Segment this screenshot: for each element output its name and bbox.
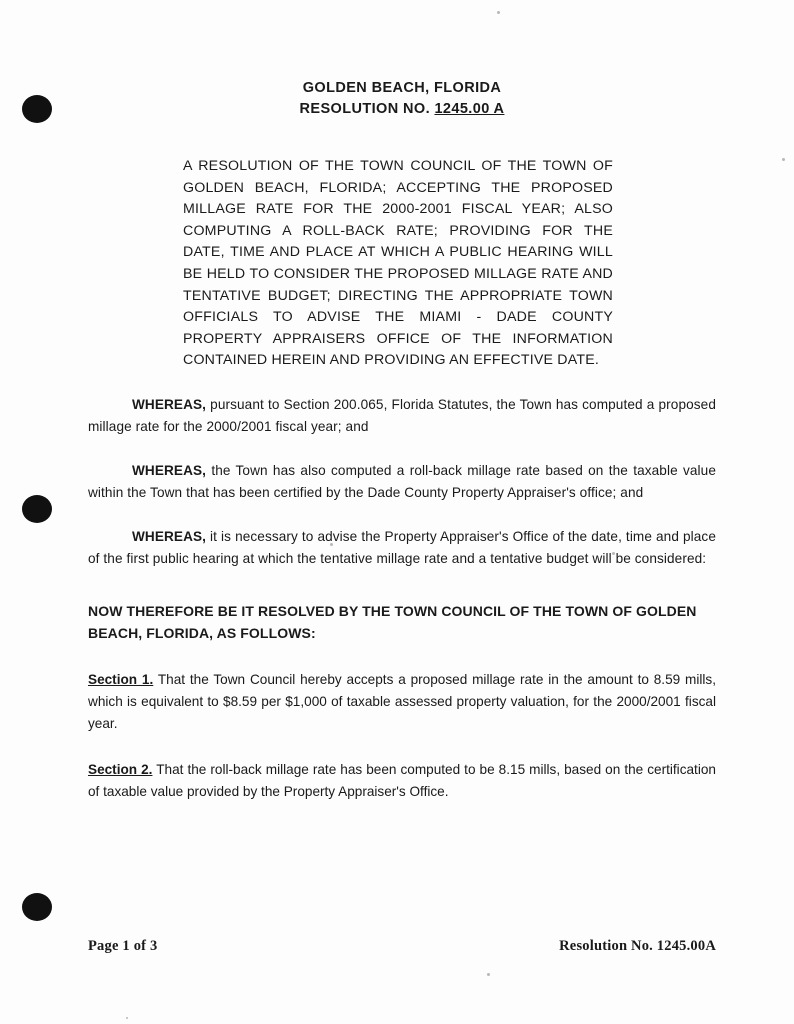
section-2-text: That the roll-back millage rate has been computed to be 8.15 mills, based on the certification of taxable value provided by the Property Appraiser's Office. [88, 761, 716, 799]
page-number: Page 1 of 3 [88, 938, 158, 954]
scan-speck [487, 973, 490, 976]
scan-speck [782, 158, 785, 161]
section-1-text: That the Town Council hereby accepts a proposed millage rate in the amount to 8.59 mills, which is equivalent to $8.59 per $1,000 of taxable assessed property valuation, for the 2000/2001 fiscal year. [88, 671, 716, 731]
footer-resolution-number: Resolution No. 1245.00A [559, 938, 716, 954]
resolution-number: 1245.00 A [434, 101, 505, 118]
preamble-paragraph: A RESOLUTION OF THE TOWN COUNCIL OF THE TOWN OF GOLDEN BEACH, FLORIDA; ACCEPTING THE PROPOSED MILLAGE RATE FOR THE 2000-2001 FISCAL YEAR; ALSO COMPUTING A ROLL-BACK RATE; PROVIDING FOR THE DATE, TIME AND PLACE AT WHICH A PUBLIC HEARING WILL BE HELD TO CONSIDER THE PROPOSED MILLAGE RATE AND TENTATIVE BUDGET; DIRECTING THE APPROPRIATE TOWN OFFICIALS TO ADVISE THE MIAMI - DADE COUNTY PROPERTY APPRAISERS OFFICE OF THE INFORMATION CONTAINED HEREIN AND PROVIDING AN EFFECTIVE DATE. [183, 158, 613, 369]
section-1-label: Section 1. [88, 671, 154, 687]
section-2 [88, 759, 716, 803]
whereas-clause-3 [88, 526, 716, 570]
whereas-text-2: the Town has also computed a roll-back millage rate based on the taxable value within the Town that has been certified by the Dade County Property Appraiser's office; and [88, 462, 716, 500]
whereas-lead-2: WHEREAS, [132, 462, 207, 478]
title-line-2 [88, 99, 716, 120]
whereas-text-3: it is necessary to advise the Property Appraiser's Office of the date, time and place of the first public hearing at which the tentative millage rate and a tentative budget will be considered: [88, 528, 716, 566]
whereas-clause-1 [88, 394, 716, 438]
scan-speck [126, 1017, 128, 1019]
resolved-statement: NOW THEREFORE BE IT RESOLVED BY THE TOWN COUNCIL OF THE TOWN OF GOLDEN BEACH, FLORIDA, AS FOLLOWS: [88, 602, 697, 642]
whereas-clause-2 [88, 460, 716, 504]
hole-punch-mark-bottom [22, 893, 52, 921]
whereas-text-1: pursuant to Section 200.065, Florida Statutes, the Town has computed a proposed millage rate for the 2000/2001 fiscal year; and [88, 396, 716, 434]
resolution-label: RESOLUTION NO. [299, 101, 435, 118]
whereas-lead-3: WHEREAS, [132, 528, 207, 544]
hole-punch-mark-middle [22, 495, 52, 523]
title-line-1: GOLDEN BEACH, FLORIDA [302, 80, 502, 96]
whereas-lead-1: WHEREAS, [132, 396, 207, 412]
page-title [88, 78, 716, 120]
page-footer [88, 938, 716, 955]
hole-punch-mark-top [22, 95, 52, 123]
section-2-label: Section 2. [88, 761, 153, 777]
scan-speck [497, 11, 500, 14]
section-1 [88, 669, 716, 735]
document-body [88, 78, 716, 803]
